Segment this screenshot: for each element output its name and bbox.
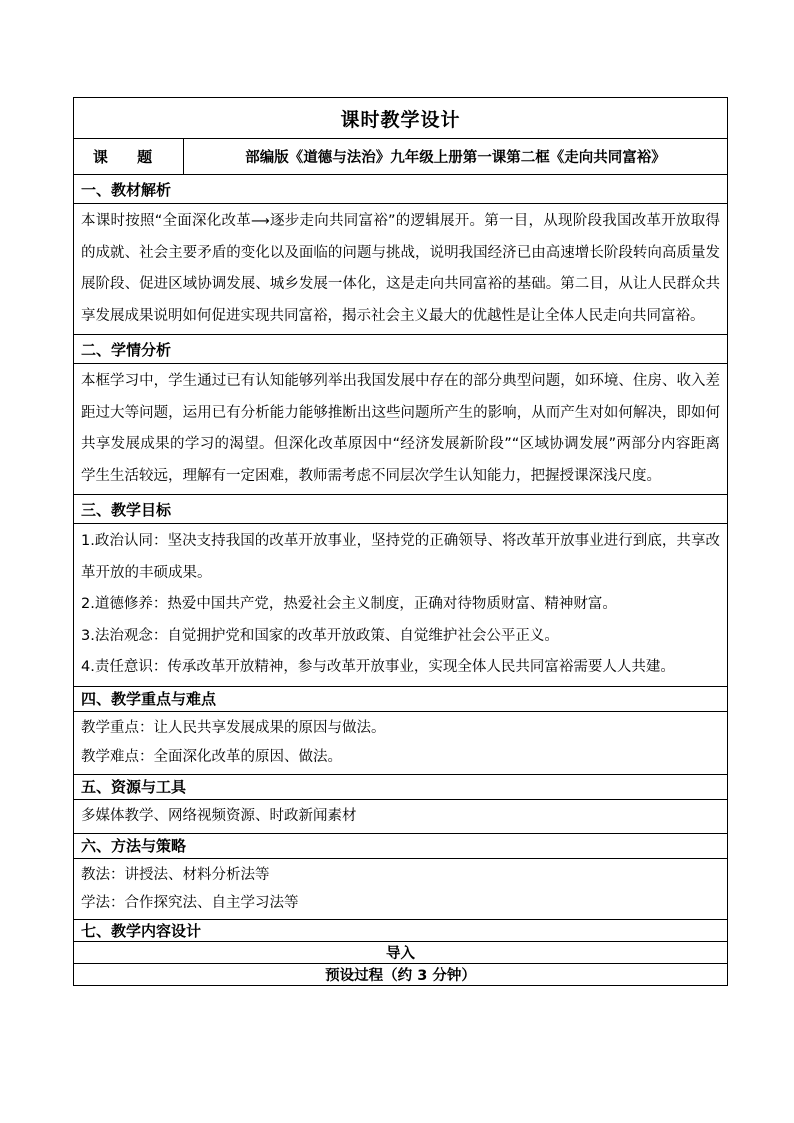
section-heading-student-analysis: 二、学情分析	[74, 335, 728, 364]
goal-item: 2.道德修养：热爱中国共产党，热爱社会主义制度，正确对待物质财富、精神财富。	[81, 596, 617, 612]
intro-heading: 导入	[74, 941, 728, 963]
process-heading: 预设过程（约 3 分钟）	[74, 963, 728, 985]
section-body-resources: 多媒体教学、网络视频资源、时政新闻素材	[74, 799, 728, 833]
section-heading-content-design: 七、教学内容设计	[74, 919, 728, 941]
topic-value: 部编版《道德与法治》九年级上册第一课第二框《走向共同富裕》	[184, 139, 728, 175]
textbook-text-rest: 逐步走向共同富裕”的逻辑展开。第一目，从现阶段我国改革开放取得的成就、社会主要矛盾的变化以及面临的问题与挑战，说明我国经济已由高速增长阶段转向高质量发展阶段、促进区域协调发展、城乡发展一体化，这是走向共同富裕的基础。第二目，从让人民群众共享发展成果说明如何促进实现共同富裕，揭示社会主义最大的优越性是让全体人民走向共同富裕。	[81, 213, 721, 324]
method-item: 教法：讲授法、材料分析法等	[81, 866, 270, 883]
page-title: 课时教学设计	[74, 98, 728, 139]
section-body-goals	[74, 524, 728, 687]
key-point-item: 教学难点：全面深化改革的原因、做法。	[81, 748, 342, 765]
goal-item: 3.法治观念：自觉拥护党和国家的改革开放政策、自觉维护社会公平正义。	[81, 627, 559, 644]
section-heading-resources: 五、资源与工具	[74, 774, 728, 799]
topic-label: 课 题	[74, 139, 184, 175]
lesson-plan-table	[73, 97, 728, 986]
textbook-text-start: 本课时按照“全面深化改革	[81, 213, 252, 229]
arrow-icon: ⟶	[251, 214, 270, 229]
section-heading-methods: 六、方法与策略	[74, 833, 728, 858]
method-item: 学法：合作探究法、自主学习法等	[81, 894, 299, 911]
section-body-methods	[74, 858, 728, 919]
section-body-textbook	[74, 204, 728, 335]
section-body-student-analysis: 本框学习中，学生通过已有认知能够列举出我国发展中存在的部分典型问题，如环境、住房、收入差距过大等问题，运用已有分析能力能够推断出这些问题所产生的影响，从而产生对如何解决，即如何共享发展成果的学习的渴望。但深化改革原因中“经济发展新阶段”“区域协调发展”两部分内容距离学生生活较远，理解有一定困难，教师需考虑不同层次学生认知能力，把握授课深浅尺度。	[74, 364, 728, 495]
goal-item: 4.责任意识：传承改革开放精神，参与改革开放事业，实现全体人民共同富裕需要人人共建。	[81, 659, 675, 675]
section-heading-goals: 三、教学目标	[74, 495, 728, 524]
goal-item: 1.政治认同：坚决支持我国的改革开放事业，坚持党的正确领导、将改革开放事业进行到底，共享改革开放的丰硕成果。	[81, 533, 721, 581]
section-heading-key-points: 四、教学重点与难点	[74, 686, 728, 711]
section-body-key-points	[74, 711, 728, 774]
section-heading-textbook: 一、教材解析	[74, 175, 728, 204]
lesson-plan-page	[73, 97, 727, 986]
key-point-item: 教学重点：让人民共享发展成果的原因与做法。	[81, 719, 386, 736]
